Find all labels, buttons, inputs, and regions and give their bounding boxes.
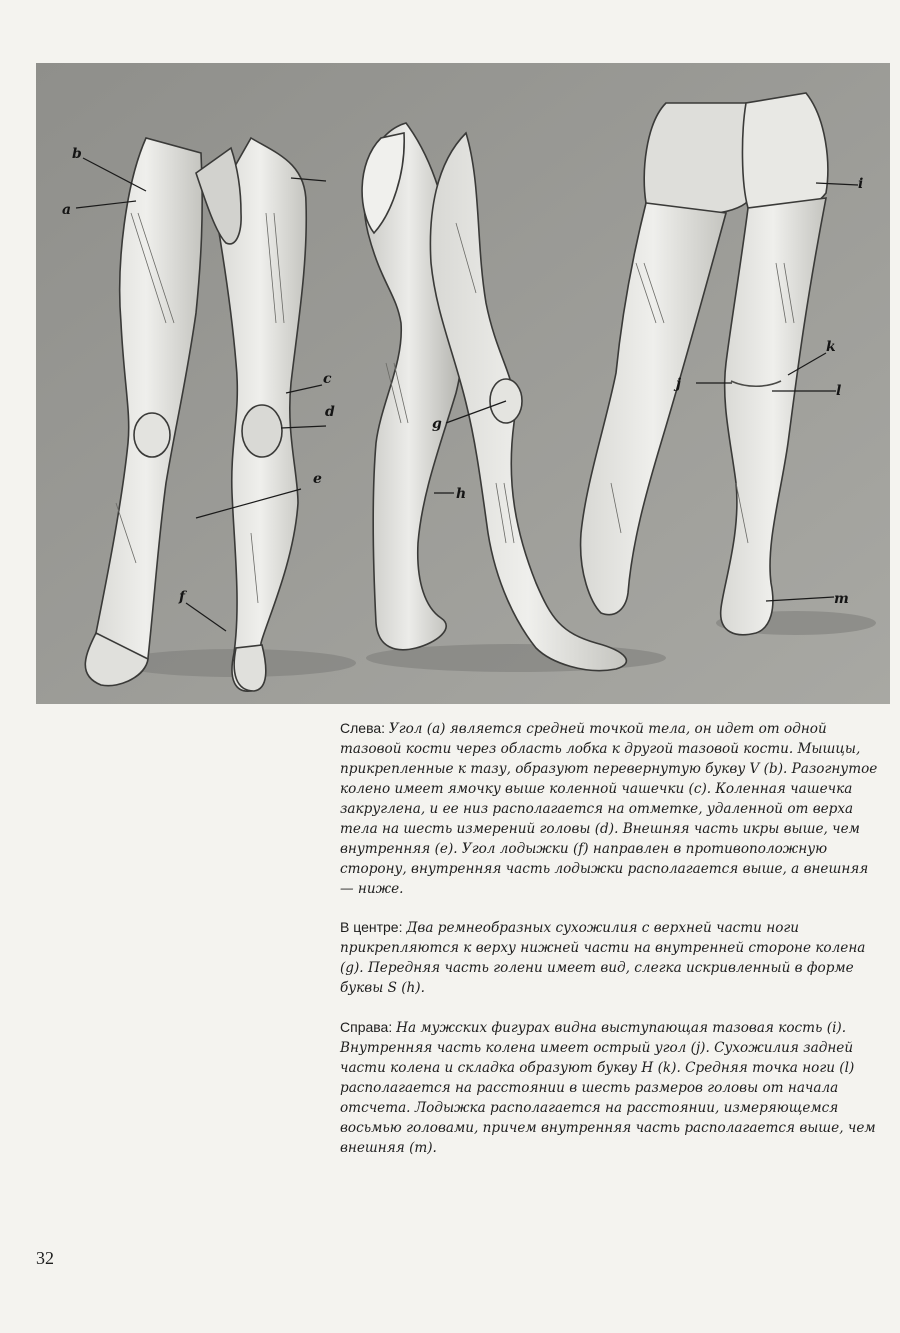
caption-right-text: На мужских фигурах видна выступающая тазовая кость (i). Внутренняя часть колена имеет острый угол (j). Сухожилия задней части колена и складка образуют букву H (k). Средняя точка ноги (l) располагается на расстоянии в шесть размеров головы от начала отсчета. Лодыжка располагается на расстоянии, измеряющемся восьмью головами, причем внутренняя часть располагается выше, чем внешняя (m).	[340, 1020, 876, 1156]
label-e: e	[313, 471, 322, 487]
label-i: i	[858, 176, 864, 192]
caption-left-heading: Слева:	[340, 720, 389, 736]
label-l: l	[836, 383, 842, 399]
label-j: j	[676, 376, 682, 392]
leg-anatomy-illustration	[36, 63, 890, 704]
label-a: a	[62, 202, 72, 218]
label-m: m	[834, 591, 849, 607]
label-b: b	[72, 146, 82, 162]
caption-right	[340, 1017, 885, 1158]
caption-right-heading: Справа:	[340, 1019, 397, 1035]
caption-center-heading: В центре:	[340, 919, 407, 935]
leg-drawing	[36, 63, 890, 704]
caption-center-text: Два ремнеобразных сухожилия с верхней части ноги прикрепляются к верху нижней части на внутренней стороне колена (g). Передняя часть голени имеет вид, слегка искривленный в форме буквы S (h).	[340, 920, 866, 996]
label-g: g	[432, 416, 442, 432]
label-k: k	[826, 339, 836, 355]
label-c: c	[323, 371, 332, 387]
caption-left	[340, 718, 885, 899]
label-d: d	[325, 404, 335, 420]
caption-left-text: Угол (a) является средней точкой тела, он идет от одной тазовой кости через область лобка к другой тазовой кости. Мышцы, прикрепленные к тазу, образуют перевернутую букву V (b). Разогнутое колено имеет ямочку выше коленной чашечки (c). Коленная чашечка закруглена, и ее низ располагается на отметке, удаленной от верха тела на шесть измерений головы (d). Внешняя часть икры выше, чем внутренняя (e). Угол лодыжки (f) направлен в противоположную сторону, внутренняя часть лодыжки располагается выше, а внешняя — ниже.	[340, 721, 878, 897]
label-f: f	[179, 589, 186, 605]
label-h: h	[456, 486, 467, 502]
caption-center	[340, 917, 885, 998]
page-number: 32	[36, 1248, 54, 1268]
